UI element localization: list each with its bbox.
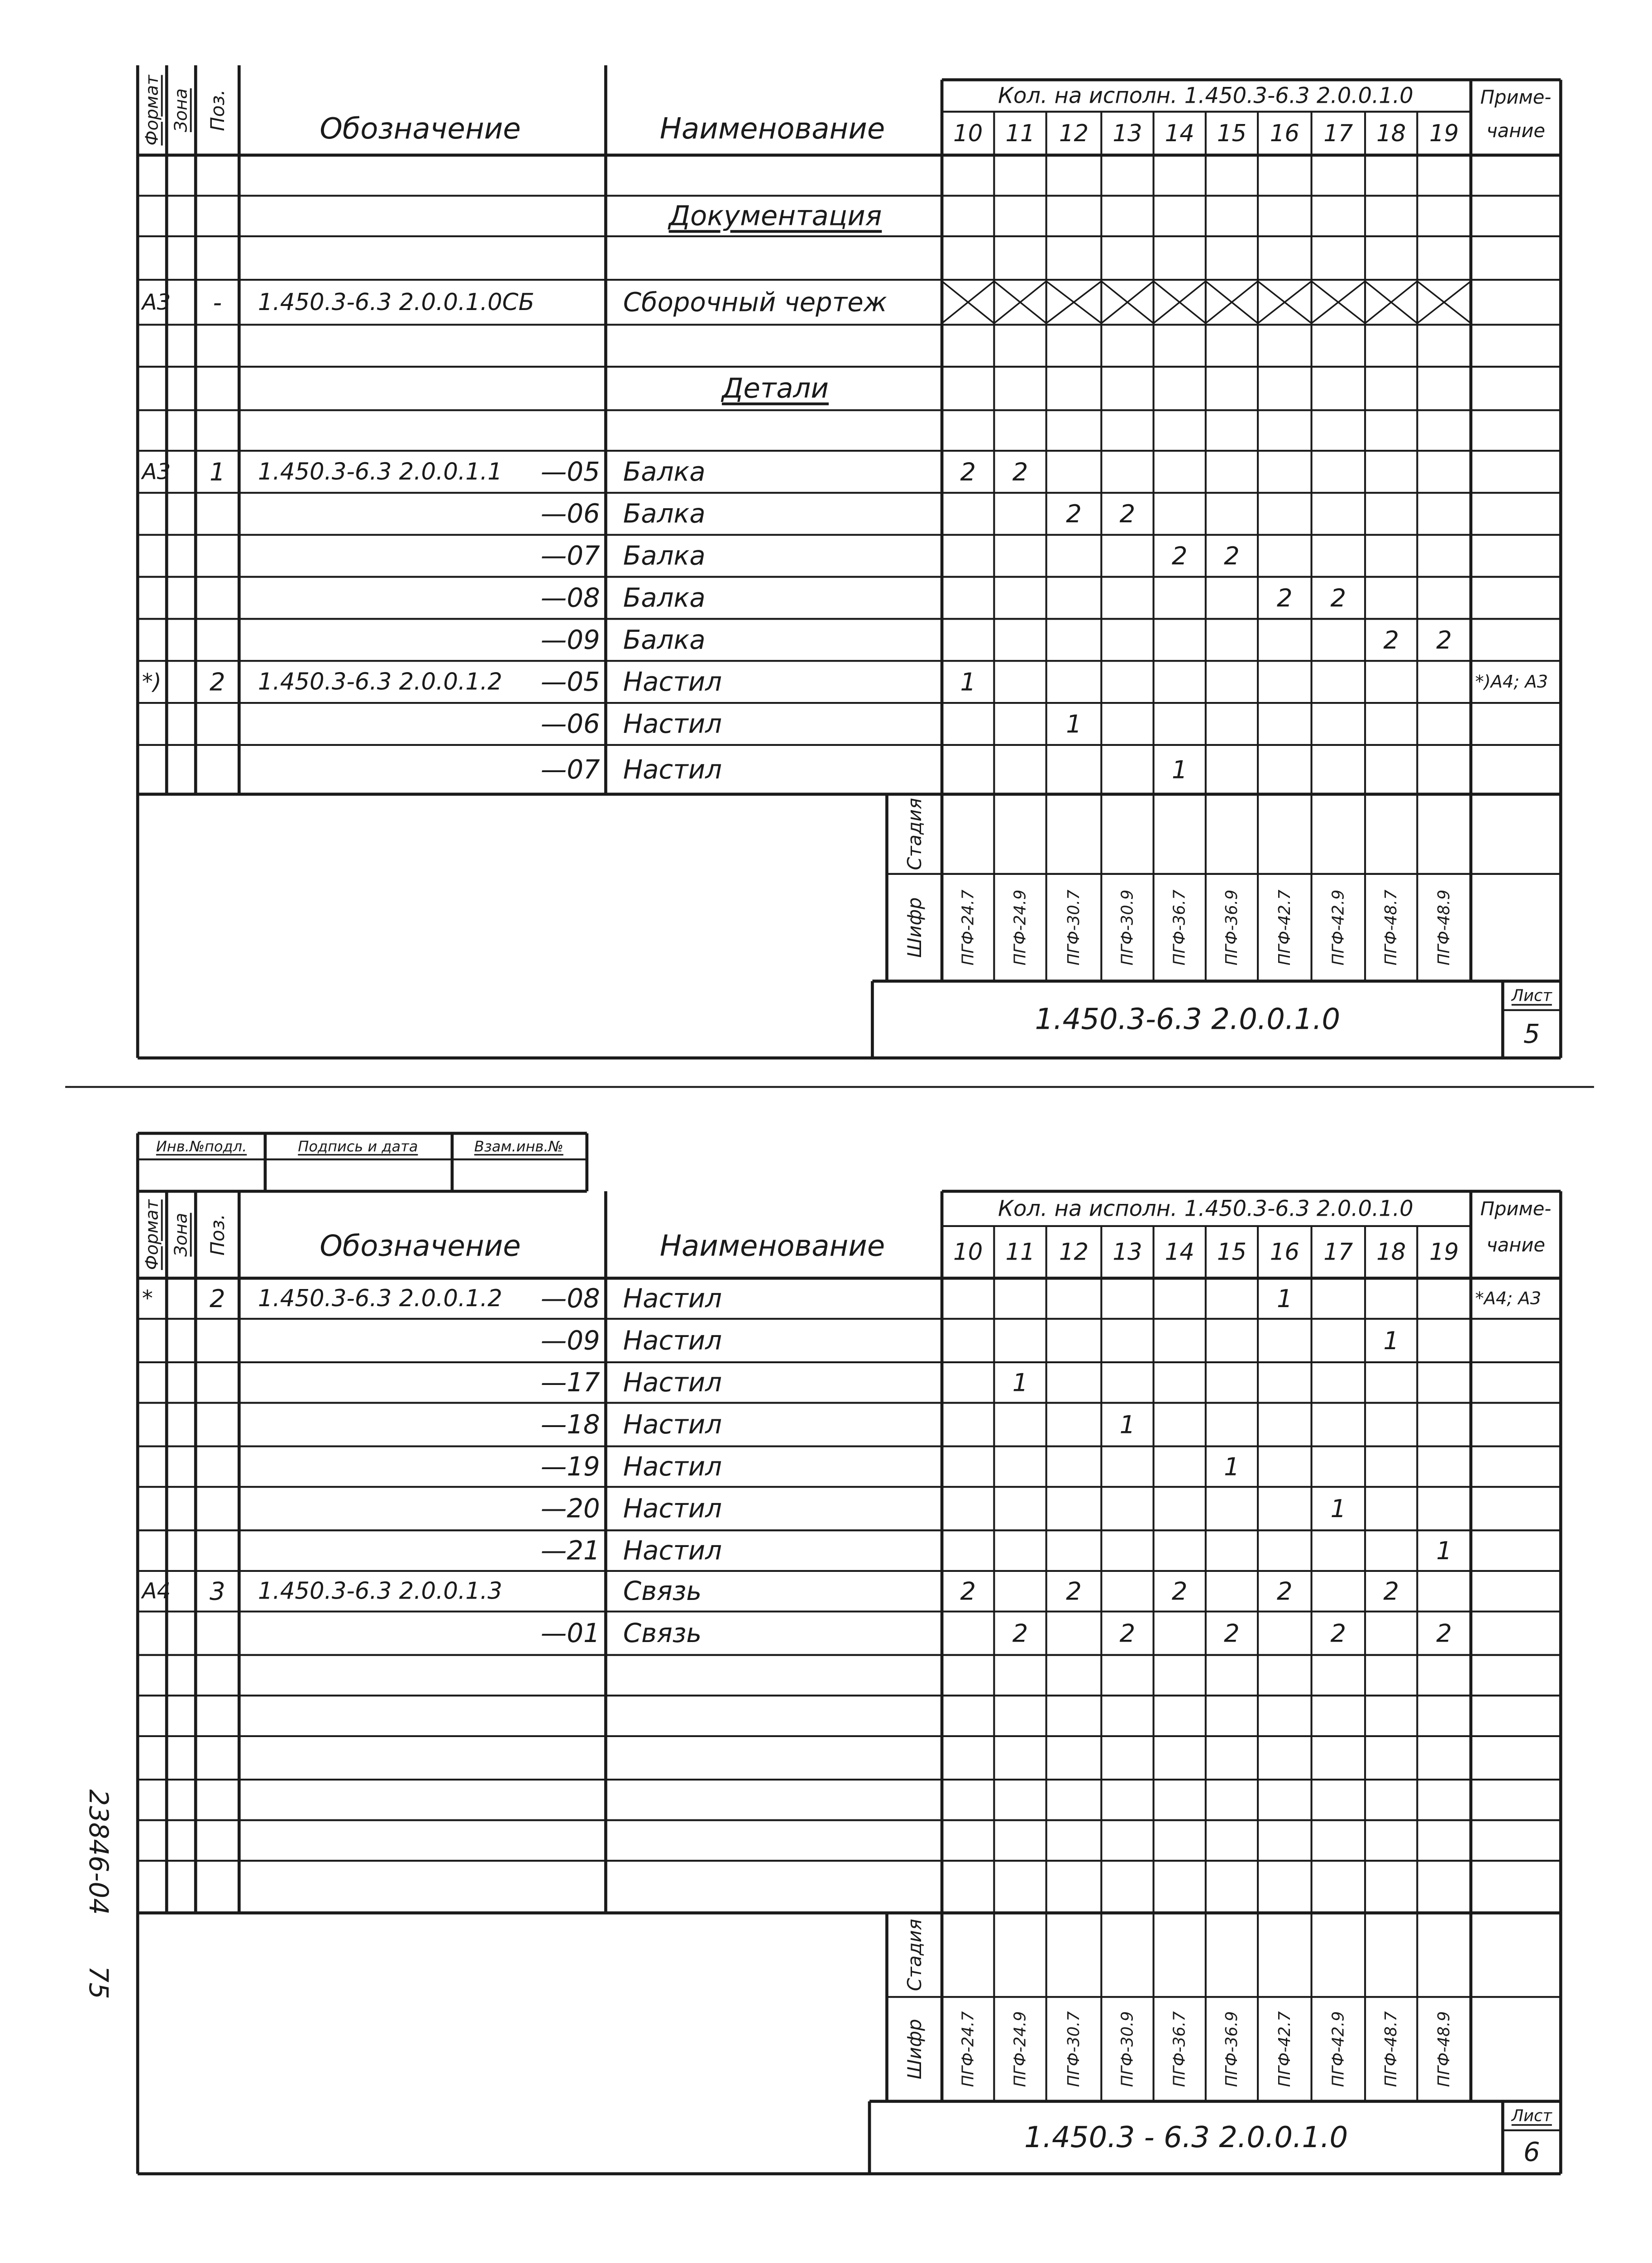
- designation-cell: 1.450.3-6.3 2.0.0.1.0СБ: [258, 288, 535, 316]
- format-cell: А3: [142, 289, 171, 315]
- variant-suffix-cell: —06: [540, 498, 600, 529]
- note-header: Приме-: [1480, 86, 1552, 109]
- format-header: Формат: [142, 1199, 162, 1270]
- sheet-label: Лист: [1511, 2106, 1552, 2125]
- product-code: ПГФ-30.7: [1065, 889, 1083, 966]
- product-code: ПГФ-42.9: [1329, 2011, 1348, 2087]
- name-cell: Настил: [623, 1283, 722, 1314]
- designation-cell: 1.450.3-6.3 2.0.0.1.3: [258, 1577, 502, 1605]
- name-cell: Настил: [623, 1409, 722, 1440]
- note-header: чание: [1486, 119, 1546, 142]
- variant-number: 12: [1059, 119, 1089, 147]
- product-code: ПГФ-24.7: [959, 889, 978, 966]
- product-code: ПГФ-48.7: [1382, 889, 1401, 966]
- quantity-cell: 2: [1277, 583, 1293, 612]
- quantity-cell: 2: [1066, 499, 1082, 529]
- product-code: ПГФ-36.9: [1222, 889, 1241, 966]
- variant-number: 15: [1217, 1238, 1247, 1266]
- position-cell: 3: [209, 1576, 225, 1606]
- variant-number: 16: [1270, 119, 1299, 147]
- quantity-cell: 2: [1066, 1576, 1082, 1606]
- quantity-cell: 1: [1066, 709, 1082, 739]
- name-cell: Балка: [623, 625, 706, 655]
- product-code: ПГФ-36.7: [1170, 2011, 1189, 2087]
- name-header: Наименование: [659, 1229, 885, 1263]
- document-designation: 1.450.3 - 6.3 2.0.0.1.0: [1024, 2120, 1348, 2154]
- quantity-cell: 2: [1119, 1618, 1136, 1648]
- format-cell: А3: [142, 459, 171, 485]
- variant-suffix-cell: —19: [540, 1451, 600, 1482]
- variant-number: 18: [1376, 1238, 1406, 1266]
- specification-sheet: [138, 1133, 1561, 2174]
- designation-header: Обозначение: [320, 1229, 521, 1263]
- variant-suffix-cell: —06: [540, 708, 600, 739]
- archive-number: 23846-04: [83, 1789, 114, 1915]
- name-cell: Настил: [623, 1535, 722, 1566]
- sheet-label: Лист: [1511, 986, 1552, 1005]
- variant-suffix-cell: —01: [540, 1618, 600, 1649]
- note-cell: *А4; А3: [1475, 1288, 1542, 1309]
- variant-suffix-cell: —07: [540, 754, 600, 785]
- variant-number: 17: [1323, 119, 1353, 147]
- designation-cell: 1.450.3-6.3 2.0.0.1.2: [258, 1284, 502, 1312]
- product-code: ПГФ-30.9: [1118, 2011, 1137, 2087]
- position-header: Поз.: [206, 1214, 229, 1256]
- document-designation: 1.450.3-6.3 2.0.0.1.0: [1035, 1003, 1341, 1036]
- position-cell: -: [213, 287, 222, 317]
- variant-suffix-cell: —08: [540, 1283, 600, 1314]
- product-code: ПГФ-48.9: [1435, 889, 1454, 966]
- stamp-signature-label: Подпись и дата: [298, 1137, 418, 1155]
- variant-number: 19: [1429, 119, 1459, 147]
- variant-suffix-cell: —17: [540, 1367, 600, 1398]
- quantity-cell: 2: [1012, 1618, 1028, 1648]
- quantity-cell: 1: [1012, 1368, 1028, 1397]
- variant-number: 11: [1005, 1238, 1035, 1266]
- quantity-header: Кол. на исполн. 1.450.3-6.3 2.0.0.1.0: [998, 1196, 1413, 1222]
- variant-number: 13: [1112, 1238, 1142, 1266]
- product-code: ПГФ-24.9: [1011, 889, 1030, 966]
- zone-header: Зона: [171, 1213, 191, 1257]
- product-code: ПГФ-24.7: [959, 2011, 978, 2087]
- code-label: Шифр: [903, 2019, 926, 2080]
- product-code: ПГФ-48.9: [1435, 2011, 1454, 2087]
- quantity-cell: 1: [1277, 1284, 1293, 1313]
- variant-number: 15: [1217, 119, 1247, 147]
- variant-suffix-cell: —08: [540, 582, 600, 613]
- variant-number: 12: [1059, 1238, 1089, 1266]
- code-label: Шифр: [903, 897, 926, 958]
- name-cell: Настил: [623, 708, 722, 739]
- name-cell: Настил: [623, 667, 722, 697]
- stamp-replacement-label: Взам.инв.№: [474, 1137, 563, 1155]
- product-code: ПГФ-42.9: [1329, 889, 1348, 966]
- quantity-cell: 2: [1277, 1576, 1293, 1606]
- name-cell: Балка: [623, 456, 706, 487]
- name-cell: Связь: [623, 1576, 702, 1607]
- name-cell: Настил: [623, 1493, 722, 1524]
- variant-number: 13: [1112, 119, 1142, 147]
- name-cell: Балка: [623, 582, 706, 613]
- quantity-cell: 1: [1119, 1410, 1136, 1439]
- name-cell: Настил: [623, 1367, 722, 1398]
- position-cell: 1: [209, 457, 225, 487]
- position-cell: 2: [209, 1284, 225, 1313]
- quantity-cell: 2: [1171, 541, 1188, 571]
- zone-header: Зона: [171, 88, 191, 132]
- note-header: Приме-: [1480, 1197, 1552, 1220]
- variant-number: 10: [953, 1238, 983, 1266]
- quantity-cell: 2: [1330, 1618, 1346, 1648]
- quantity-cell: 1: [1330, 1494, 1346, 1523]
- quantity-cell: 2: [1119, 499, 1136, 529]
- quantity-cell: 2: [1171, 1576, 1188, 1606]
- product-code: ПГФ-30.7: [1065, 2011, 1083, 2087]
- product-code: ПГФ-42.7: [1275, 2011, 1294, 2087]
- stage-label: Стадия: [903, 797, 926, 870]
- quantity-cell: 2: [1224, 1618, 1240, 1648]
- variant-suffix-cell: —09: [540, 1325, 600, 1356]
- name-cell: Связь: [623, 1618, 702, 1649]
- variant-number: 17: [1323, 1238, 1353, 1266]
- quantity-cell: 2: [1383, 625, 1399, 654]
- sheet-number: 5: [1523, 1019, 1540, 1050]
- variant-number: 14: [1165, 119, 1194, 147]
- product-code: ПГФ-36.7: [1170, 889, 1189, 966]
- name-header: Наименование: [659, 112, 885, 146]
- section-heading: Документация: [668, 200, 882, 232]
- variant-number: 10: [953, 119, 983, 147]
- variant-suffix-cell: —05: [540, 456, 600, 487]
- designation-cell: 1.450.3-6.3 2.0.0.1.2: [258, 668, 502, 696]
- stage-label: Стадия: [903, 1919, 926, 1991]
- format-cell: А4: [142, 1578, 171, 1604]
- name-cell: Настил: [623, 1451, 722, 1482]
- variant-number: 18: [1376, 119, 1406, 147]
- quantity-header: Кол. на исполн. 1.450.3-6.3 2.0.0.1.0: [998, 83, 1413, 109]
- quantity-cell: 2: [1383, 1576, 1399, 1606]
- quantity-cell: 1: [960, 667, 976, 697]
- product-code: ПГФ-48.7: [1382, 2011, 1401, 2087]
- quantity-cell: 1: [1383, 1326, 1399, 1355]
- variant-suffix-cell: —18: [540, 1409, 600, 1440]
- note-header: чание: [1486, 1234, 1546, 1256]
- variant-number: 11: [1005, 119, 1035, 147]
- stamp-inventory-label: Инв.№подл.: [156, 1137, 247, 1155]
- product-code: ПГФ-30.9: [1118, 889, 1137, 966]
- quantity-cell: 2: [1436, 1618, 1452, 1648]
- name-cell: Балка: [623, 540, 706, 571]
- quantity-cell: 2: [960, 457, 976, 487]
- product-code: ПГФ-24.9: [1011, 2011, 1030, 2087]
- product-code: ПГФ-42.7: [1275, 889, 1294, 966]
- quantity-cell: 1: [1436, 1536, 1452, 1566]
- note-cell: *)А4; А3: [1475, 672, 1548, 692]
- quantity-cell: 2: [1330, 583, 1346, 612]
- position-header: Поз.: [206, 89, 229, 131]
- variant-suffix-cell: —21: [540, 1535, 600, 1566]
- designation-cell: 1.450.3-6.3 2.0.0.1.1: [258, 458, 502, 486]
- format-cell: *): [142, 669, 162, 695]
- quantity-cell: 2: [1224, 541, 1240, 571]
- quantity-cell: 2: [960, 1576, 976, 1606]
- variant-suffix-cell: —09: [540, 625, 600, 655]
- designation-header: Обозначение: [320, 112, 521, 146]
- variant-suffix-cell: —07: [540, 540, 600, 571]
- name-cell: Сборочный чертеж: [623, 287, 887, 318]
- product-code: ПГФ-36.9: [1222, 2011, 1241, 2087]
- name-cell: Настил: [623, 754, 722, 785]
- quantity-cell: 1: [1224, 1452, 1240, 1481]
- quantity-cell: 2: [1012, 457, 1028, 487]
- variant-suffix-cell: —20: [540, 1493, 600, 1524]
- name-cell: Балка: [623, 498, 706, 529]
- specification-sheet: [138, 65, 1561, 1058]
- variant-number: 19: [1429, 1238, 1459, 1266]
- variant-number: 14: [1165, 1238, 1194, 1266]
- section-heading: Детали: [721, 372, 829, 405]
- variant-number: 16: [1270, 1238, 1299, 1266]
- quantity-cell: 2: [1436, 625, 1452, 654]
- name-cell: Настил: [623, 1325, 722, 1356]
- format-header: Формат: [142, 75, 162, 146]
- position-cell: 2: [209, 667, 225, 697]
- page-number: 75: [83, 1966, 114, 1999]
- variant-suffix-cell: —05: [540, 667, 600, 697]
- sheet-number: 6: [1523, 2137, 1540, 2168]
- quantity-cell: 1: [1171, 755, 1188, 784]
- format-cell: *: [142, 1285, 153, 1311]
